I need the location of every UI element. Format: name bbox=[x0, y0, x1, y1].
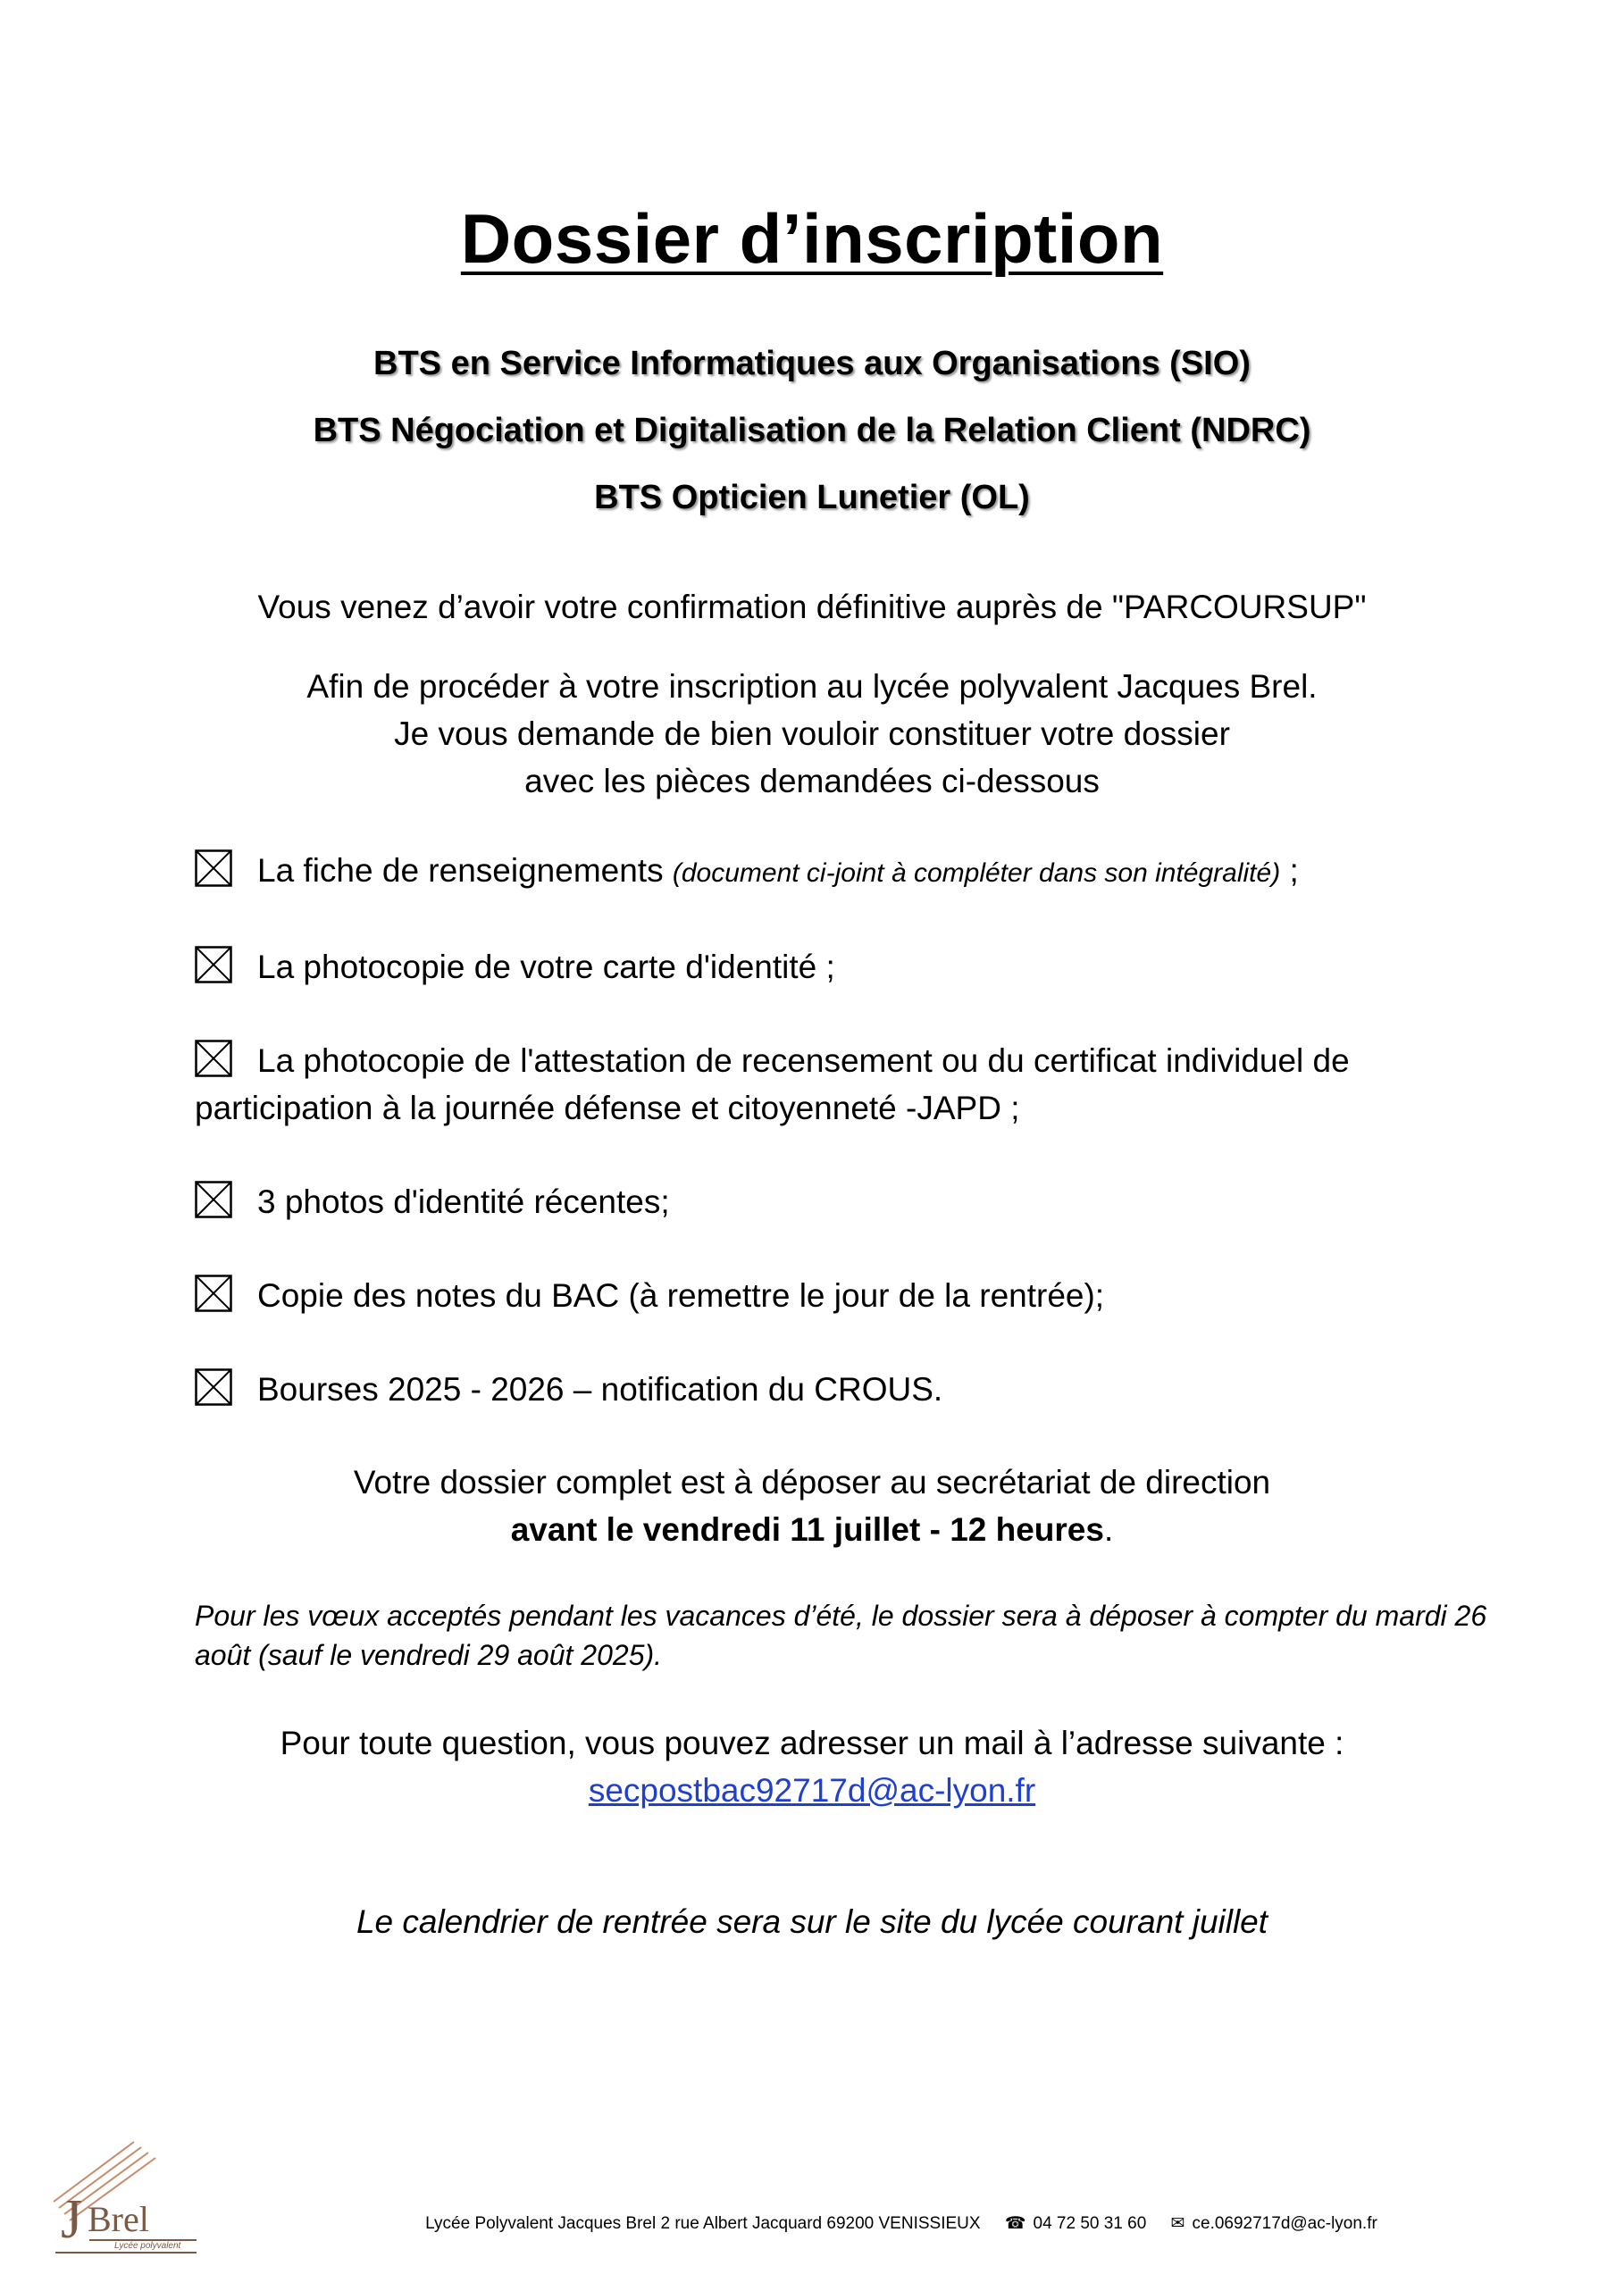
svg-text:J: J bbox=[61, 2189, 83, 2250]
checklist-item-label: Bourses 2025 - 2026 – notification du CROUS. bbox=[257, 1371, 943, 1408]
checklist-item-label-continued: participation à la journée défense et citoyenneté -JAPD ; bbox=[195, 1090, 1020, 1126]
confirmation-text: Vous venez d’avoir votre confirmation définitive auprès de "PARCOURSUP" bbox=[257, 589, 1367, 625]
checklist-item-label: La photocopie de votre carte d'identité ; bbox=[257, 949, 835, 985]
checked-box-icon bbox=[195, 849, 232, 887]
svg-text:Lycée polyvalent: Lycée polyvalent bbox=[114, 2241, 181, 2251]
calendar-note: Le calendrier de rentrée sera sur le site du lycée courant juillet bbox=[356, 1903, 1268, 1940]
summer-note: Pour les vœux acceptés pendant les vacances d’été, le dossier sera à déposer à compter du mardi 26 août (sauf le vendredi 29 août 2025). bbox=[195, 1600, 1487, 1671]
checklist-item-label: La photocopie de l'attestation de recensement ou du certificat individuel de bbox=[257, 1042, 1350, 1079]
checklist-item-carte-identite bbox=[195, 943, 1517, 991]
contact-line: Pour toute question, vous pouvez adresser un mail à l’adresse suivante : bbox=[280, 1725, 1344, 1761]
deposit-period: . bbox=[1103, 1511, 1114, 1548]
contact-email-link[interactable]: secpostbac92717d@ac-lyon.fr bbox=[588, 1772, 1036, 1809]
checklist-item-fiche bbox=[195, 847, 1517, 897]
checked-box-icon bbox=[195, 1040, 232, 1077]
deposit-instructions bbox=[0, 1459, 1624, 1553]
phone-icon: ☎ bbox=[1004, 2214, 1026, 2233]
program-ol: BTS Opticien Lunetier (OL) bbox=[594, 479, 1030, 516]
program-ndrc: BTS Négociation et Digitalisation de la Relation Client (NDRC) bbox=[313, 412, 1311, 449]
document-checklist bbox=[195, 847, 1517, 1459]
footer-email[interactable]: ce.0692717d@ac-lyon.fr bbox=[1192, 2214, 1377, 2233]
deposit-deadline-line bbox=[0, 1506, 1624, 1553]
checklist-item-label: Copie des notes du BAC (à remettre le jour de la rentrée); bbox=[257, 1277, 1105, 1314]
checklist-item-label: La fiche de renseignements bbox=[257, 852, 664, 889]
email-icon: ✉ bbox=[1170, 2214, 1185, 2233]
contact-section bbox=[0, 1719, 1624, 1814]
school-logo bbox=[36, 2126, 214, 2260]
checked-box-icon bbox=[195, 1181, 232, 1218]
program-sio: BTS en Service Informatiques aux Organisations (SIO) bbox=[373, 345, 1251, 382]
intro-line-3: avec les pièces demandées ci-dessous bbox=[524, 763, 1100, 799]
checklist-item-photos bbox=[195, 1178, 1517, 1225]
deposit-deadline: avant le vendredi 11 juillet - 12 heures bbox=[510, 1511, 1104, 1548]
footer bbox=[0, 2213, 1624, 2234]
checklist-item-label: 3 photos d'identité récentes; bbox=[257, 1183, 670, 1220]
deposit-line: Votre dossier complet est à déposer au secrétariat de direction bbox=[353, 1464, 1271, 1501]
intro-line-1: Afin de procéder à votre inscription au lycée polyvalent Jacques Brel. bbox=[306, 668, 1318, 705]
checklist-item-bourses bbox=[195, 1366, 1517, 1413]
intro-line-2: Je vous demande de bien vouloir constituer votre dossier bbox=[394, 715, 1230, 752]
footer-address: Lycée Polyvalent Jacques Brel 2 rue Albert Jacquard 69200 VENISSIEUX bbox=[425, 2214, 981, 2233]
checklist-item-recensement bbox=[195, 1037, 1517, 1132]
svg-text:Brel: Brel bbox=[88, 2199, 149, 2239]
checklist-item-end: ; bbox=[1280, 852, 1299, 889]
checked-box-icon bbox=[195, 1368, 232, 1406]
intro-paragraph bbox=[0, 663, 1624, 805]
checklist-item-note: (document ci-joint à compléter dans son intégralité) bbox=[672, 858, 1281, 888]
footer-phone: 04 72 50 31 60 bbox=[1033, 2214, 1147, 2233]
program-list bbox=[0, 330, 1624, 531]
page-title: Dossier d’inscription bbox=[460, 199, 1164, 278]
checklist-item-notes-bac bbox=[195, 1272, 1517, 1319]
checked-box-icon bbox=[195, 1275, 232, 1312]
checked-box-icon bbox=[195, 946, 232, 983]
